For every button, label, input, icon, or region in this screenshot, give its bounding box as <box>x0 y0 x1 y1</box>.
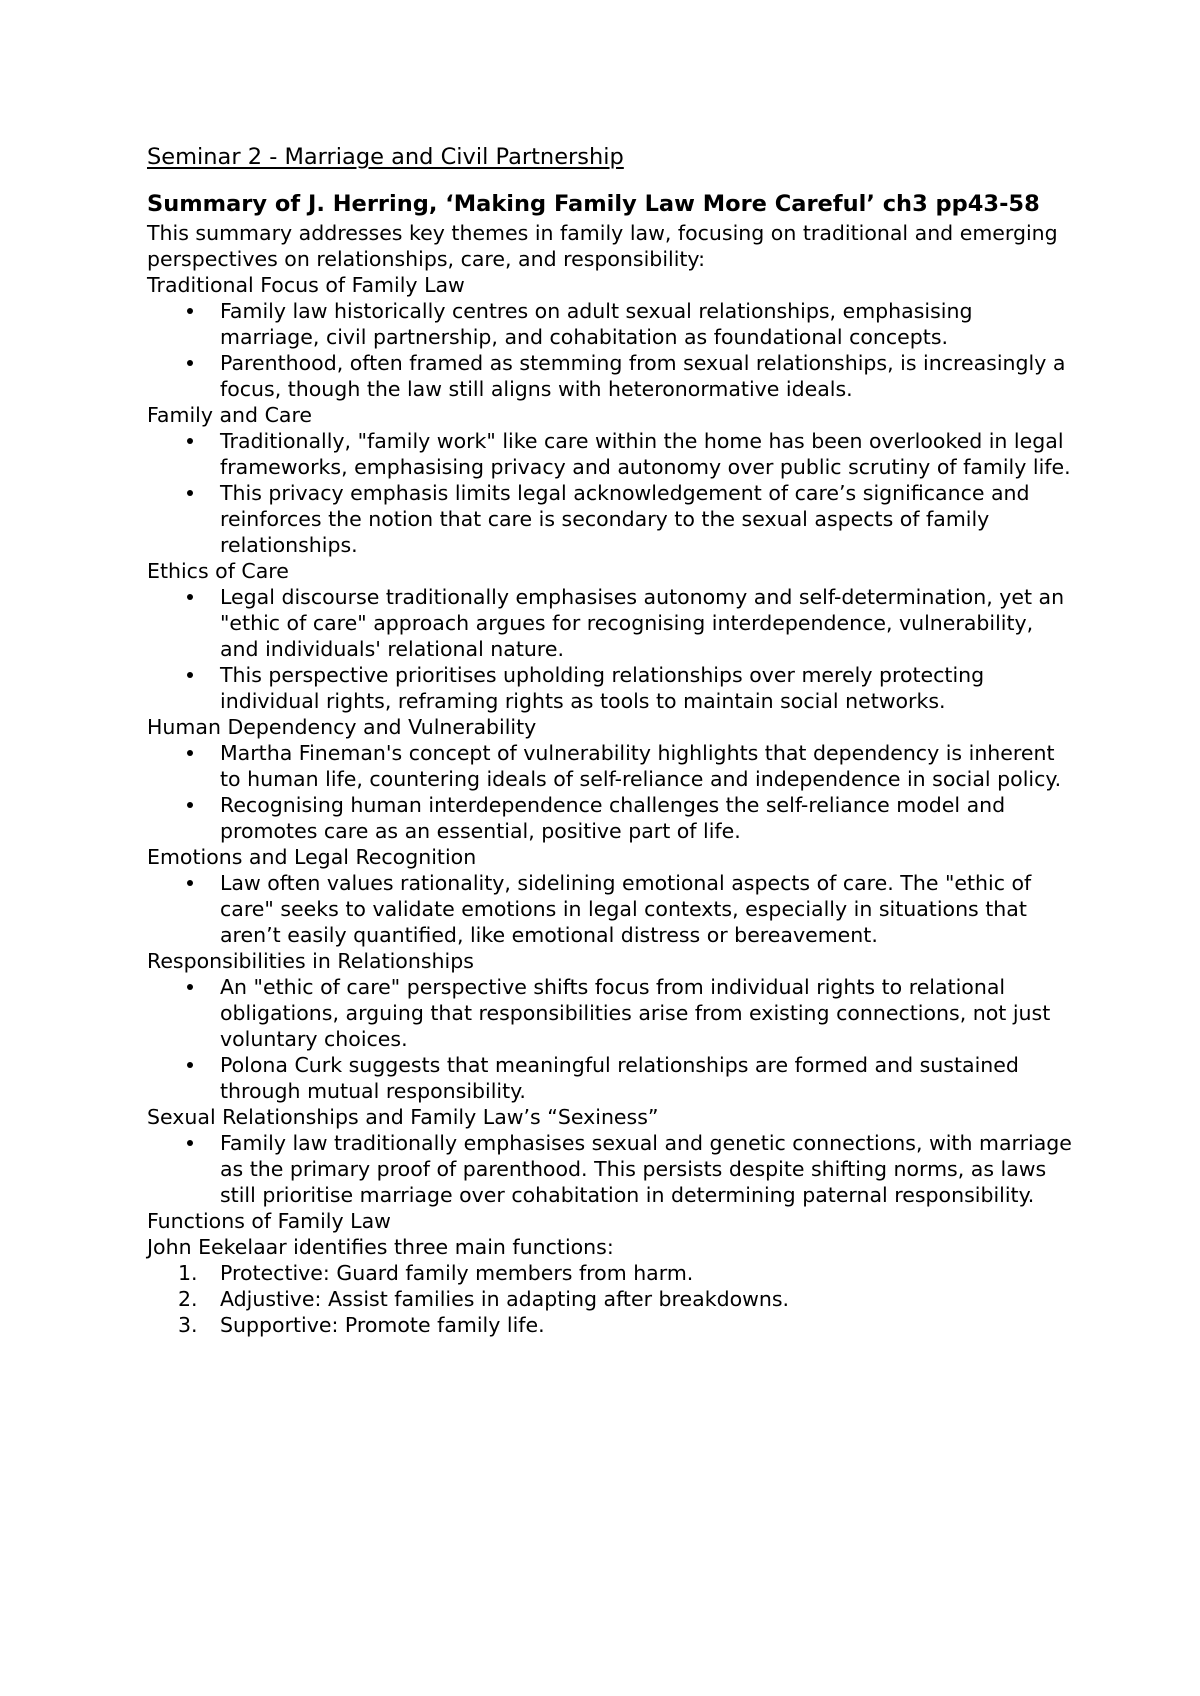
bullet-list <box>147 740 1077 844</box>
bullet-item: Legal discourse traditionally emphasises autonomy and self-determination, yet an "ethic of care" approach argues for recognising interdependence, vulnerability, and individuals' relational nature. <box>220 584 1077 662</box>
bullet-item: This privacy emphasis limits legal acknowledgement of care’s significance and reinforces the notion that care is secondary to the sexual aspects of family relationships. <box>220 480 1077 558</box>
section-heading: Ethics of Care <box>147 559 289 583</box>
bullet-list <box>147 974 1077 1104</box>
bullet-item: Family law historically centres on adult sexual relationships, emphasising marriage, civil partnership, and cohabitation as foundational concepts. <box>220 298 1077 350</box>
numbered-item <box>178 1286 1077 1312</box>
section-heading: Human Dependency and Vulnerability <box>147 715 537 739</box>
item-number: 3. <box>178 1313 198 1337</box>
section-heading: Traditional Focus of Family Law <box>147 273 465 297</box>
bullet-item: Traditionally, "family work" like care within the home has been overlooked in legal frameworks, emphasising privacy and autonomy over public scrutiny of family life. <box>220 428 1077 480</box>
bullet-item: Law often values rationality, sidelining emotional aspects of care. The "ethic of care" seeks to validate emotions in legal contexts, especially in situations that aren’t easily quantified, like emotional distress or bereavement. <box>220 870 1077 948</box>
section-heading: Sexual Relationships and Family Law’s “Sexiness” <box>147 1105 659 1129</box>
section-human-dependency <box>147 714 1077 844</box>
bullet-item: Polona Curk suggests that meaningful relationships are formed and sustained through mutual responsibility. <box>220 1052 1077 1104</box>
section-emotions <box>147 844 1077 948</box>
section-heading: Responsibilities in Relationships <box>147 949 474 973</box>
section-heading: Family and Care <box>147 403 313 427</box>
bullet-list <box>147 298 1077 402</box>
item-number: 1. <box>178 1261 198 1285</box>
section-heading: Functions of Family Law <box>147 1209 391 1233</box>
bullet-item: Parenthood, often framed as stemming from sexual relationships, is increasingly a focus, though the law still aligns with heteronormative ideals. <box>220 350 1077 402</box>
section-sexual-relationships <box>147 1104 1077 1208</box>
bullet-item: Martha Fineman's concept of vulnerability highlights that dependency is inherent to human life, countering ideals of self-reliance and independence in social policy. <box>220 740 1077 792</box>
summary-heading: Summary of J. Herring, ‘Making Family Law More Careful’ ch3 pp43-58 <box>147 191 1040 217</box>
intro-paragraph: This summary addresses key themes in family law, focusing on traditional and emerging perspectives on relationships, care, and responsibility: <box>147 221 1058 271</box>
bullet-item: An "ethic of care" perspective shifts focus from individual rights to relational obligations, arguing that responsibilities arise from existing connections, not just voluntary choices. <box>220 974 1077 1052</box>
section-ethics-of-care <box>147 558 1077 714</box>
bullet-list <box>147 870 1077 948</box>
section-responsibilities <box>147 948 1077 1104</box>
item-text: Protective: Guard family members from harm. <box>220 1261 694 1285</box>
section-functions <box>147 1208 1077 1338</box>
functions-lead: John Eekelaar identifies three main functions: <box>147 1235 614 1259</box>
bullet-item: This perspective prioritises upholding relationships over merely protecting individual rights, reframing rights as tools to maintain social networks. <box>220 662 1077 714</box>
numbered-item <box>178 1260 1077 1286</box>
item-text: Supportive: Promote family life. <box>220 1313 545 1337</box>
item-number: 2. <box>178 1287 198 1311</box>
bullet-list <box>147 1130 1077 1208</box>
section-family-and-care <box>147 402 1077 558</box>
item-text: Adjustive: Assist families in adapting after breakdowns. <box>220 1287 790 1311</box>
bullet-item: Recognising human interdependence challenges the self-reliance model and promotes care as an essential, positive part of life. <box>220 792 1077 844</box>
seminar-title: Seminar 2 - Marriage and Civil Partnership <box>147 144 624 170</box>
numbered-item <box>178 1312 1077 1338</box>
bullet-list <box>147 428 1077 558</box>
bullet-list <box>147 584 1077 714</box>
section-traditional-focus <box>147 272 1077 402</box>
document-page <box>147 142 1077 1338</box>
bullet-item: Family law traditionally emphasises sexual and genetic connections, with marriage as the primary proof of parenthood. This persists despite shifting norms, as laws still prioritise marriage over cohabitation in determining paternal responsibility. <box>220 1130 1077 1208</box>
numbered-list <box>147 1260 1077 1338</box>
section-heading: Emotions and Legal Recognition <box>147 845 477 869</box>
